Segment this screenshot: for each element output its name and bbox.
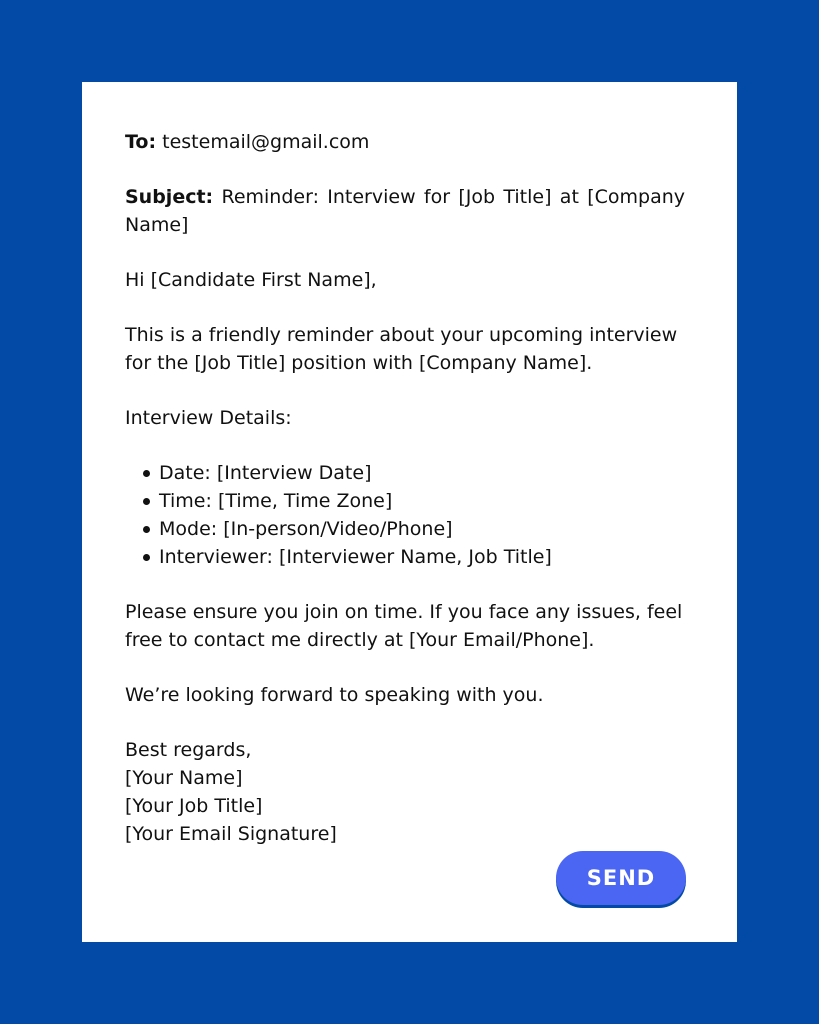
signature-job-title: [Your Job Title]	[125, 795, 263, 817]
bullet-icon	[143, 470, 150, 477]
subject-line	[125, 183, 685, 239]
list-item	[159, 515, 685, 543]
signature-block	[125, 736, 685, 848]
closing-line: We’re looking forward to speaking with you.	[125, 684, 544, 706]
to-address[interactable]: testemail@gmail.com	[162, 131, 370, 153]
list-item	[159, 543, 685, 571]
detail-date: Date: [Interview Date]	[159, 462, 372, 484]
detail-time: Time: [Time, Time Zone]	[159, 490, 393, 512]
detail-mode: Mode: [In-person/Video/Phone]	[159, 518, 453, 540]
detail-interviewer: Interviewer: [Interviewer Name, Job Title]	[159, 546, 552, 568]
bullet-icon	[143, 526, 150, 533]
subject-text[interactable]: Reminder: Interview for [Job Title] at [Company Name]	[125, 186, 685, 236]
greeting: Hi [Candidate First Name],	[125, 269, 377, 291]
signoff: Best regards,	[125, 739, 252, 761]
intro-paragraph: This is a friendly reminder about your upcoming interview for the [Job Title] position with [Company Name].	[125, 324, 678, 374]
signature-email: [Your Email Signature]	[125, 823, 337, 845]
list-item	[159, 487, 685, 515]
to-label: To:	[125, 131, 157, 153]
send-button[interactable]: SEND	[556, 851, 686, 905]
ensure-paragraph: Please ensure you join on time. If you face any issues, feel free to contact me directly at [Your Email/Phone].	[125, 601, 683, 651]
list-item	[159, 459, 685, 487]
to-line	[125, 128, 685, 156]
email-card	[82, 82, 737, 942]
subject-label: Subject:	[125, 186, 214, 208]
signature-name: [Your Name]	[125, 767, 243, 789]
bullet-icon	[143, 554, 150, 561]
interview-details-list	[125, 459, 685, 571]
interview-details-heading: Interview Details:	[125, 407, 292, 429]
email-body	[125, 128, 685, 875]
bullet-icon	[143, 498, 150, 505]
